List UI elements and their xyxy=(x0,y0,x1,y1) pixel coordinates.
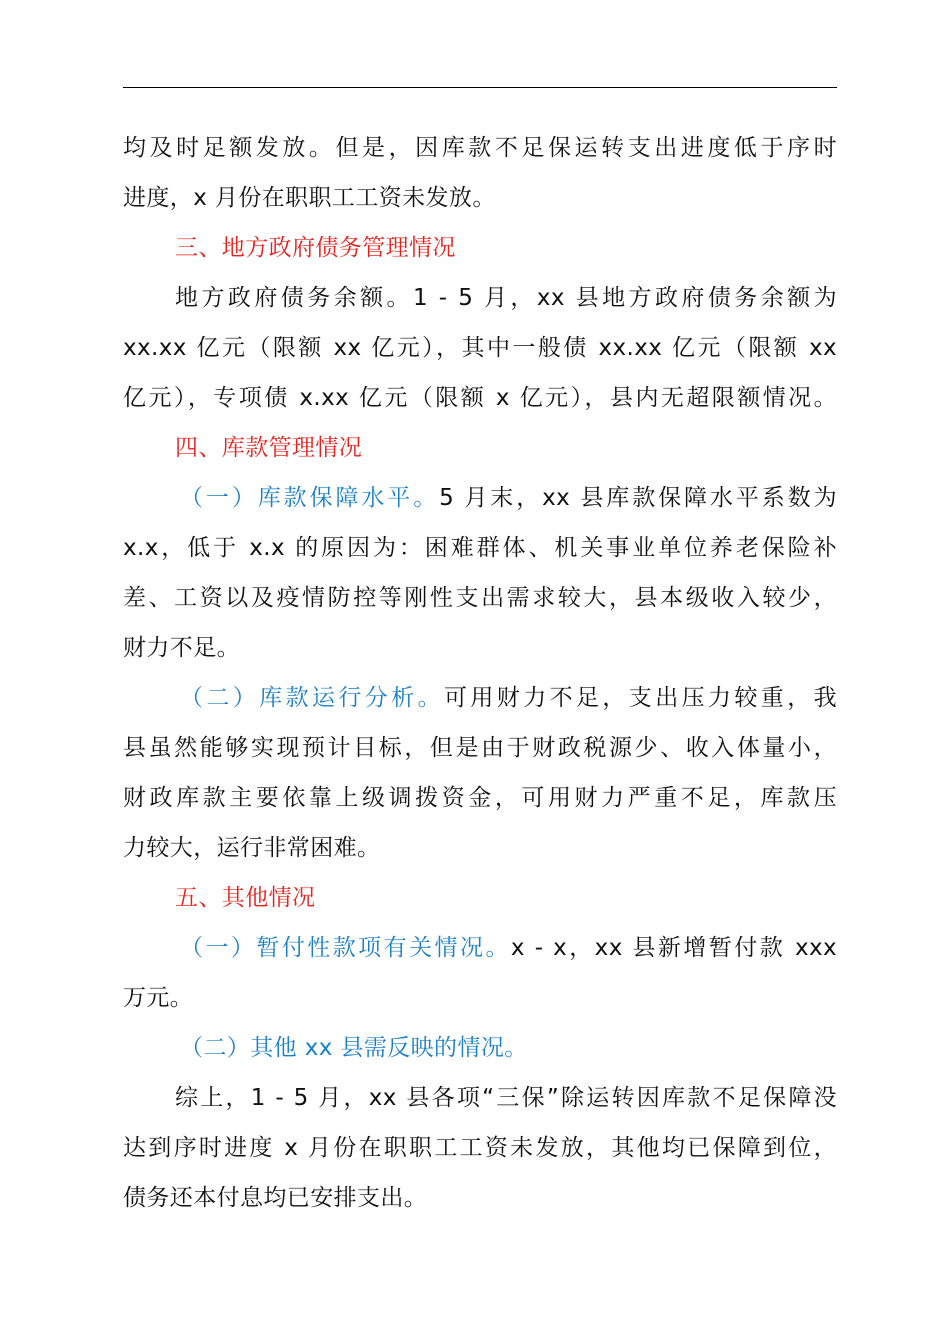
subheading-1-text: 5 月末，xx 县库款保障水平系数为 xyxy=(439,485,838,511)
paragraph-line: 财政库款主要依靠上级调拨资金，可用财力严重不足，库款压 xyxy=(123,785,837,811)
paragraph-line: 达到序时进度 x 月份在职职工工资未发放，其他均已保障到位， xyxy=(123,1135,837,1161)
subheading-1: （一）库款保障水平。 xyxy=(180,485,440,511)
paragraph-line: 债务还本付息均已安排支出。 xyxy=(123,1185,428,1211)
subheading-3-text: x - x，xx 县新增暂付款 xxx xyxy=(510,935,837,961)
paragraph-line xyxy=(180,933,837,963)
paragraph-line: 县虽然能够实现预计目标，但是由于财政税源少、收入体量小， xyxy=(123,735,837,761)
paragraph-line: 地方政府债务余额。1 - 5 月，xx 县地方政府债务余额为 xyxy=(175,285,837,311)
paragraph-line xyxy=(180,683,837,713)
paragraph-line: x.x，低于 x.x 的原因为：困难群体、机关事业单位养老保险补 xyxy=(123,535,837,561)
paragraph-line: 力较大，运行非常困难。 xyxy=(123,835,381,861)
paragraph-line xyxy=(180,483,837,513)
subheading-3: （一）暂付性款项有关情况。 xyxy=(180,935,511,961)
paragraph-line: xx.xx 亿元（限额 xx 亿元），其中一般债 xx.xx 亿元（限额 xx xyxy=(123,335,837,361)
paragraph-line: 进度，x 月份在职职工工资未发放。 xyxy=(123,185,496,211)
paragraph-line: 差、工资以及疫情防控等刚性支出需求较大，县本级收入较少， xyxy=(123,585,837,611)
header-rule xyxy=(123,87,837,88)
paragraph-line: 综上，1 - 5 月，xx 县各项“三保”除运转因库款不足保障没 xyxy=(175,1085,837,1111)
subheading-2-text: 可用财力不足，支出压力较重，我 xyxy=(444,685,837,711)
section-heading-3: 三、地方政府债务管理情况 xyxy=(175,235,456,261)
section-heading-5: 五、其他情况 xyxy=(175,885,316,911)
paragraph-line: 均及时足额发放。但是，因库款不足保运转支出进度低于序时 xyxy=(123,135,837,161)
paragraph-line: 财力不足。 xyxy=(123,635,240,661)
subheading-2: （二）库款运行分析。 xyxy=(180,685,444,711)
subheading-4: （二）其他 xx 县需反映的情况。 xyxy=(180,1035,528,1061)
section-heading-4: 四、库款管理情况 xyxy=(175,435,363,461)
paragraph-line: 亿元），专项债 x.xx 亿元（限额 x 亿元），县内无超限额情况。 xyxy=(123,385,837,411)
paragraph-line: 万元。 xyxy=(123,985,194,1011)
